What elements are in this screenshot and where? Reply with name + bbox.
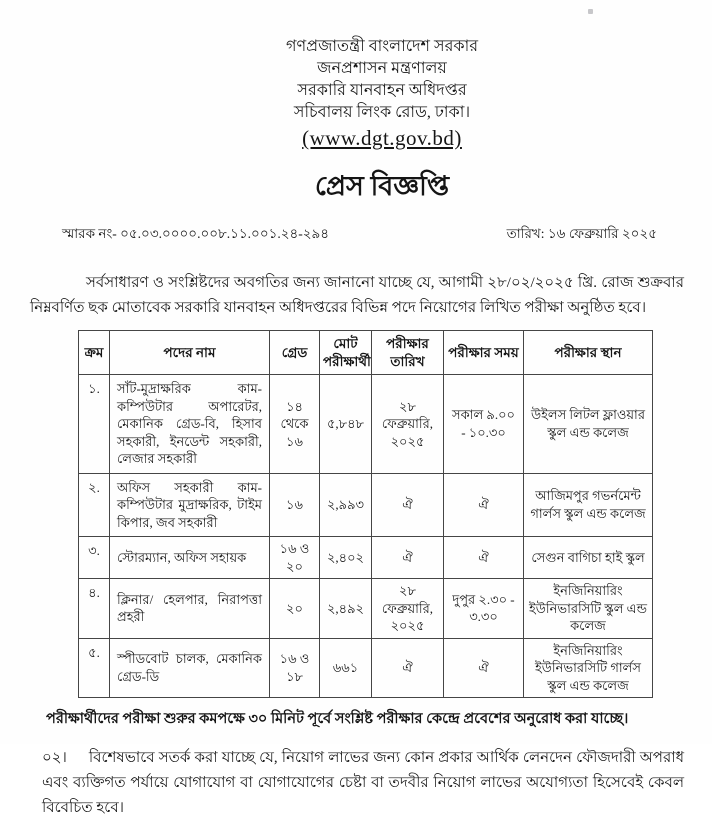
cell-total-examinees: ২,৪৯২ — [320, 579, 372, 639]
letterhead — [26, 36, 712, 151]
intro-paragraph: সর্বসাধারণ ও সংশ্লিষ্টদের অবগতির জন্য জানানো যাচ্ছে যে, আগামী ২৮/০২/২০২৫ খ্রি. রোজ শুক্রবার নিম্নবর্ণিত ছক মোতাবেক সরকারি যানবাহন অধিদপ্তরের বিভিন্ন পদে নিয়োগের লিখিত পরীক্ষা অনুষ্ঠিত হবে। — [30, 275, 684, 316]
cell-exam-time: ঐ — [444, 473, 524, 537]
cell-exam-venue: উইলস লিটল ফ্লাওয়ার স্কুল এন্ড কলেজ — [524, 375, 653, 474]
cell-exam-venue: সেগুন বাগিচা হাই স্কুল — [524, 537, 653, 579]
paragraph-number: ০২। — [42, 750, 67, 766]
table-header-row — [79, 331, 653, 375]
cell-serial: ৫. — [79, 638, 110, 698]
warning-paragraph — [42, 746, 684, 821]
cell-exam-time: সকাল ৯.০০ - ১০.৩০ — [444, 375, 524, 474]
cell-grade: ১৬ ও ১৮ — [270, 638, 320, 698]
col-header-total-examinees: মোট পরীক্ষার্থী — [320, 331, 372, 375]
cell-exam-date: ২৮ ফেব্রুয়ারি, ২০২৫ — [372, 579, 444, 639]
cell-serial: ১. — [79, 375, 110, 474]
warning-text: বিশেষভাবে সতর্ক করা যাচ্ছে যে, নিয়োগ লাভের জন্য কোন প্রকার আর্থিক লেনদেন ফৌজদারী অপরাধ এবং ব্যক্তিগত পর্যায়ে যোগাযোগ বা যোগাযোগের চেষ্টা বা তদবীর নিয়োগ লাভের অযোগ্যতা হিসেবেই কেবল বিবেচিত হবে। — [42, 750, 684, 816]
col-header-exam-date: পরীক্ষার তারিখ — [372, 331, 444, 375]
letterhead-address-line: সচিবালয় লিংক রোড, ঢাকা। — [293, 104, 471, 121]
cell-exam-venue: ইনজিনিয়ারিং ইউনিভারসিটি স্কুল এন্ড কলেজ — [524, 579, 653, 639]
cell-serial: ২. — [79, 473, 110, 537]
cell-total-examinees: ৫,৮৪৮ — [320, 375, 372, 474]
cell-exam-date: ঐ — [372, 638, 444, 698]
table-row — [79, 473, 653, 537]
cell-grade: ১৪ থেকে ১৬ — [270, 375, 320, 474]
cell-post-names: স্টোরম্যান, অফিস সহায়ক — [110, 537, 270, 579]
col-header-exam-time: পরীক্ষার সময় — [444, 331, 524, 375]
cell-exam-time: ঐ — [444, 537, 524, 579]
letterhead-block — [26, 0, 712, 202]
cell-grade: ১৬ — [270, 473, 320, 537]
cell-grade: ১৬ ও ২০ — [270, 537, 320, 579]
col-header-exam-venue: পরীক্ষার স্থান — [524, 331, 653, 375]
entry-time-note: পরীক্ষার্থীদের পরীক্ষা শুরুর কমপক্ষে ৩০ মিনিট পূর্বে সংশ্লিষ্ট পরীক্ষার কেন্দ্রে প্রবেশের অনুরোধ করা যাচ্ছে। — [46, 711, 629, 727]
cell-exam-time: ঐ — [444, 638, 524, 698]
exam-schedule-table — [78, 330, 653, 698]
memo-date: তারিখ: ১৬ ফেব্রুয়ারি ২০২৫ — [506, 226, 657, 241]
cell-exam-venue: ইনজিনিয়ারিং ইউনিভারসিটি গার্লস স্কুল এন্ড কলেজ — [524, 638, 653, 698]
cell-serial: ৪. — [79, 579, 110, 639]
document-title: প্রেস বিজ্ঞপ্তি — [314, 171, 450, 201]
cell-exam-date: ঐ — [372, 537, 444, 579]
letterhead-government-line: গণপ্রজাতন্ত্রী বাংলাদেশ সরকার — [285, 38, 479, 55]
col-header-post-name: পদের নাম — [110, 331, 270, 375]
cell-post-names: সাঁট-মুদ্রাক্ষরিক কাম-কম্পিউটার অপারেটর, মেকানিক গ্রেড-বি, হিসাব সহকারী, ইনডেন্ট সহকারী, লেজার সহকারী — [110, 375, 270, 474]
website-url: (www.dgt.gov.bd) — [302, 126, 462, 150]
table-row — [79, 537, 653, 579]
letterhead-department-line: সরকারি যানবাহন অধিদপ্তর — [297, 82, 467, 99]
letterhead-ministry-line: জনপ্রশাসন মন্ত্রণালয় — [317, 60, 447, 77]
cell-exam-venue: আজিমপুর গভর্নমেন্ট গার্লস স্কুল এন্ড কলেজ — [524, 473, 653, 537]
cell-grade: ২০ — [270, 579, 320, 639]
cell-post-names: অফিস সহকারী কাম-কম্পিউটার মুদ্রাক্ষরিক, টাইম কিপার, জব সহকারী — [110, 473, 270, 537]
cell-exam-time: দুপুর ২.৩০ - ৩.৩০ — [444, 579, 524, 639]
cell-serial: ৩. — [79, 537, 110, 579]
col-header-serial: ক্রম — [79, 331, 110, 375]
cell-post-names: ক্লিনার/ হেলপার, নিরাপত্তা প্রহরী — [110, 579, 270, 639]
cell-exam-date: ২৮ ফেব্রুয়ারি, ২০২৫ — [372, 375, 444, 474]
cell-total-examinees: ৬৬১ — [320, 638, 372, 698]
table-row — [79, 579, 653, 639]
table-row — [79, 638, 653, 698]
col-header-grade: গ্রেড — [270, 331, 320, 375]
memo-number: স্মারক নং- ০৫.০৩.০০০০.০০৮.১১.০০১.২৪-২৯৪ — [62, 226, 330, 241]
cell-total-examinees: ২,৪০২ — [320, 537, 372, 579]
cell-post-names: স্পীডবোট চালক, মেকানিক গ্রেড-ডি — [110, 638, 270, 698]
memo-row — [62, 223, 657, 246]
table-row — [79, 375, 653, 474]
cell-exam-date: ঐ — [372, 473, 444, 537]
cell-total-examinees: ২,৯৯৩ — [320, 473, 372, 537]
